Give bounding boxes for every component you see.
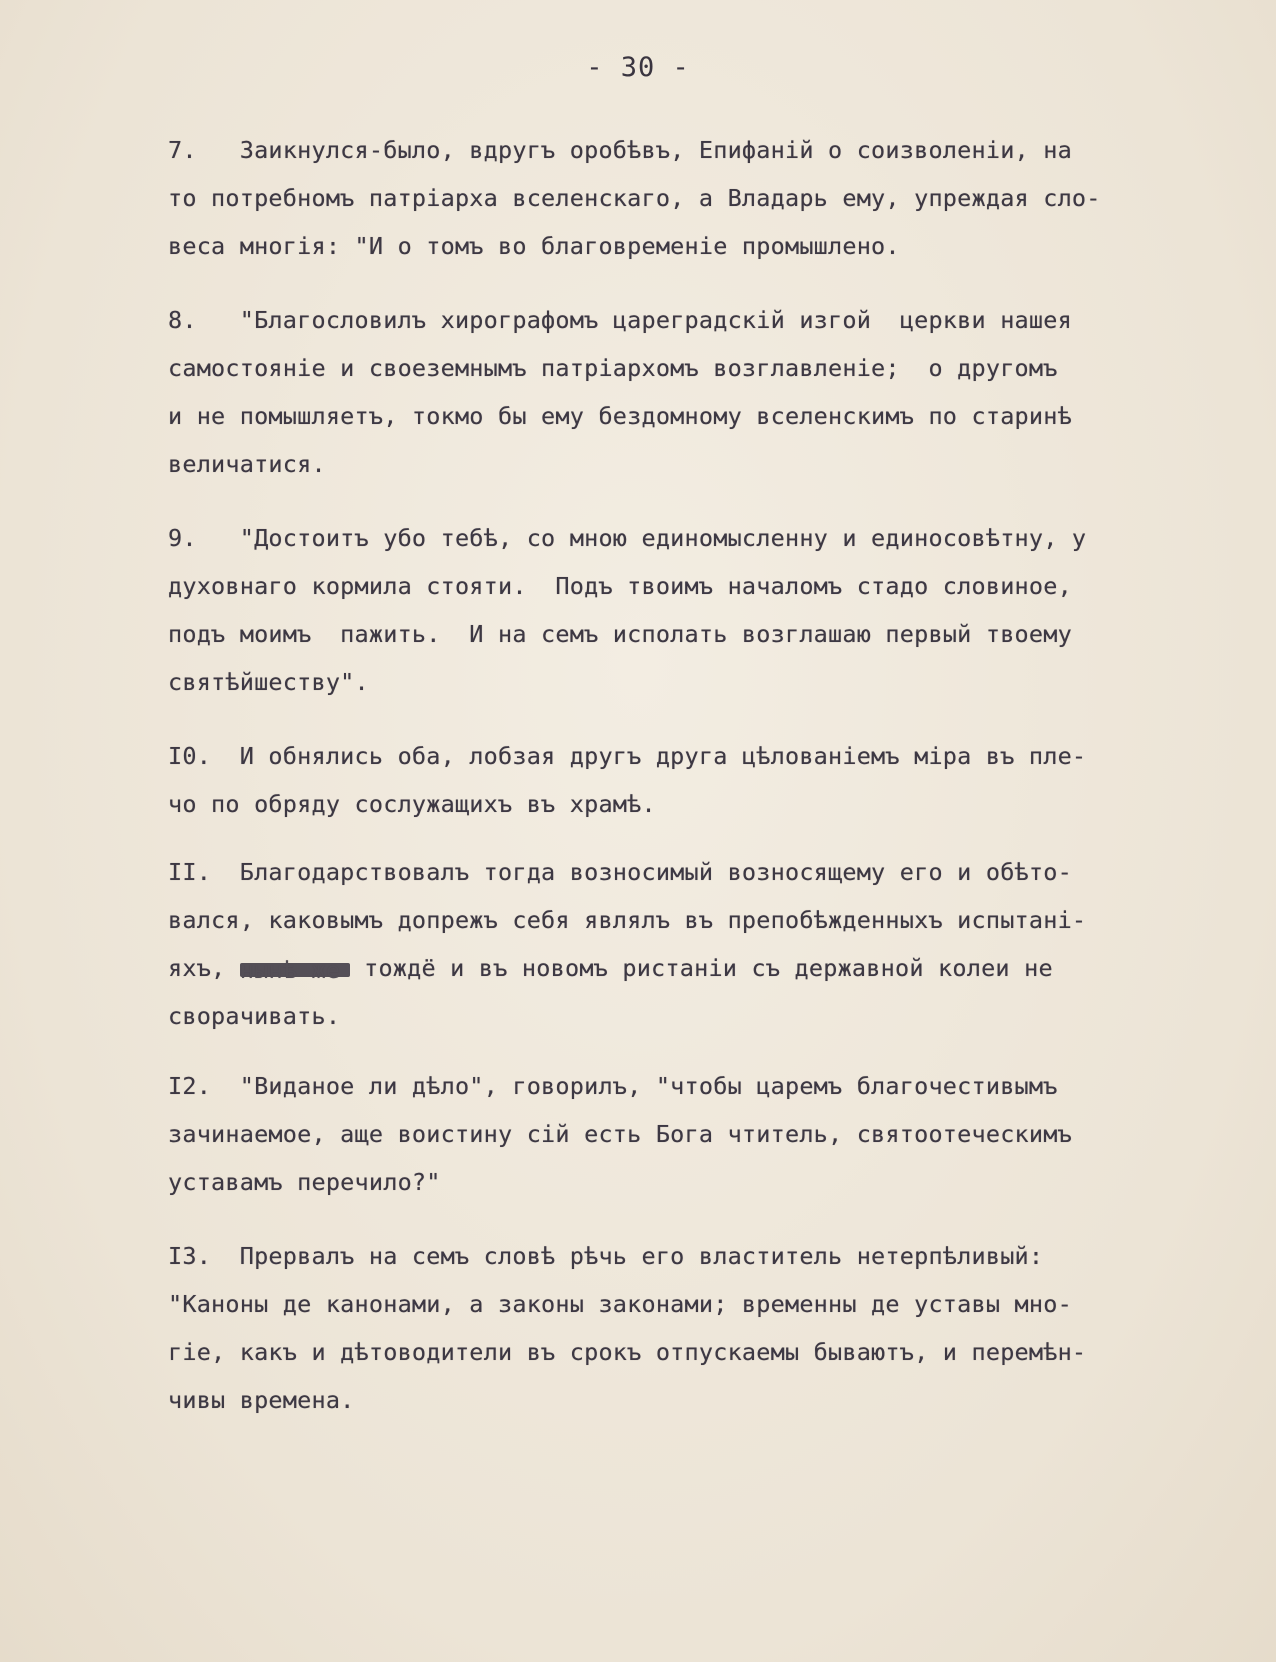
text-line: чо по обряду сослужащихъ въ храмѣ.: [168, 790, 656, 818]
text-line: подъ моимъ пажить. И на семъ исполать возглашаю первый твоему: [168, 620, 1072, 648]
text-line: самостояніе и своеземнымъ патріархомъ возглавленіе; о другомъ: [168, 354, 1058, 382]
text-line: I3. Прервалъ на семъ словѣ рѣчь его властитель нетерпѣливый:: [168, 1242, 1044, 1270]
text-line: и не помышляетъ, токмо бы ему бездомному вселенскимъ по старинѣ: [168, 402, 1072, 430]
page-number: - 30 -: [586, 52, 690, 83]
text-line: духовнаго кормила стояти. Подъ твоимъ началомъ стадо словиное,: [168, 572, 1072, 600]
text-line: уставамъ перечило?": [168, 1168, 441, 1196]
paragraph-8: [168, 296, 1228, 488]
text-line: величатися.: [168, 450, 326, 478]
paragraph-10: [168, 732, 1228, 828]
text-line: чивы времена.: [168, 1386, 355, 1414]
line-start: яхъ,: [168, 954, 240, 982]
paragraph-9: [168, 514, 1228, 706]
text-line: 7. Заикнулся-было, вдругъ оробѣвъ, Епифаній о соизволеніи, на: [168, 136, 1072, 164]
text-line: 8. "Благословилъ хирографомъ цареградскій изгой церкви нашея: [168, 306, 1072, 334]
text-line: I0. И обнялись оба, лобзая другъ друга цѣлованіемъ міра въ пле-: [168, 742, 1087, 770]
text-line: гіе, какъ и дѣтоводители въ срокъ отпускаемы бываютъ, и перемѣн-: [168, 1338, 1087, 1366]
text-line: "Каноны де канонами, а законы законами; временны де уставы мно-: [168, 1290, 1072, 1318]
text-line-with-strikeout: [168, 944, 1228, 992]
paragraph-12: [168, 1062, 1228, 1206]
paragraph-7: [168, 126, 1228, 270]
document-body: [168, 126, 1228, 1424]
text-line: святѣйшеству".: [168, 668, 369, 696]
line-rest: тождё и въ новомъ ристаніи съ державной колеи не: [349, 954, 1053, 982]
struck-out-word: нынѣ же: [240, 963, 350, 977]
text-line: зачинаемое, аще воистину сій есть Бога чтитель, святоотеческимъ: [168, 1120, 1072, 1148]
text-line: I2. "Виданое ли дѣло", говорилъ, "чтобы царемъ благочестивымъ: [168, 1072, 1058, 1100]
paragraph-13: [168, 1232, 1228, 1424]
text-line: II. Благодарствовалъ тогда возносимый возносящему его и обѣто-: [168, 858, 1072, 886]
paragraph-11: [168, 848, 1228, 1040]
text-line: 9. "Достоитъ убо тебѣ, со мною единомысленну и единосовѣтну, у: [168, 524, 1087, 552]
text-line: веса многія: "И о томъ во благовременіе промышлено.: [168, 232, 900, 260]
text-line: сворачивать.: [168, 1002, 341, 1030]
text-line: вался, каковымъ допрежъ себя являлъ въ препобѣжденныхъ испытані-: [168, 906, 1087, 934]
text-line: то потребномъ патріарха вселенскаго, а Владарь ему, упреждая сло-: [168, 184, 1101, 212]
